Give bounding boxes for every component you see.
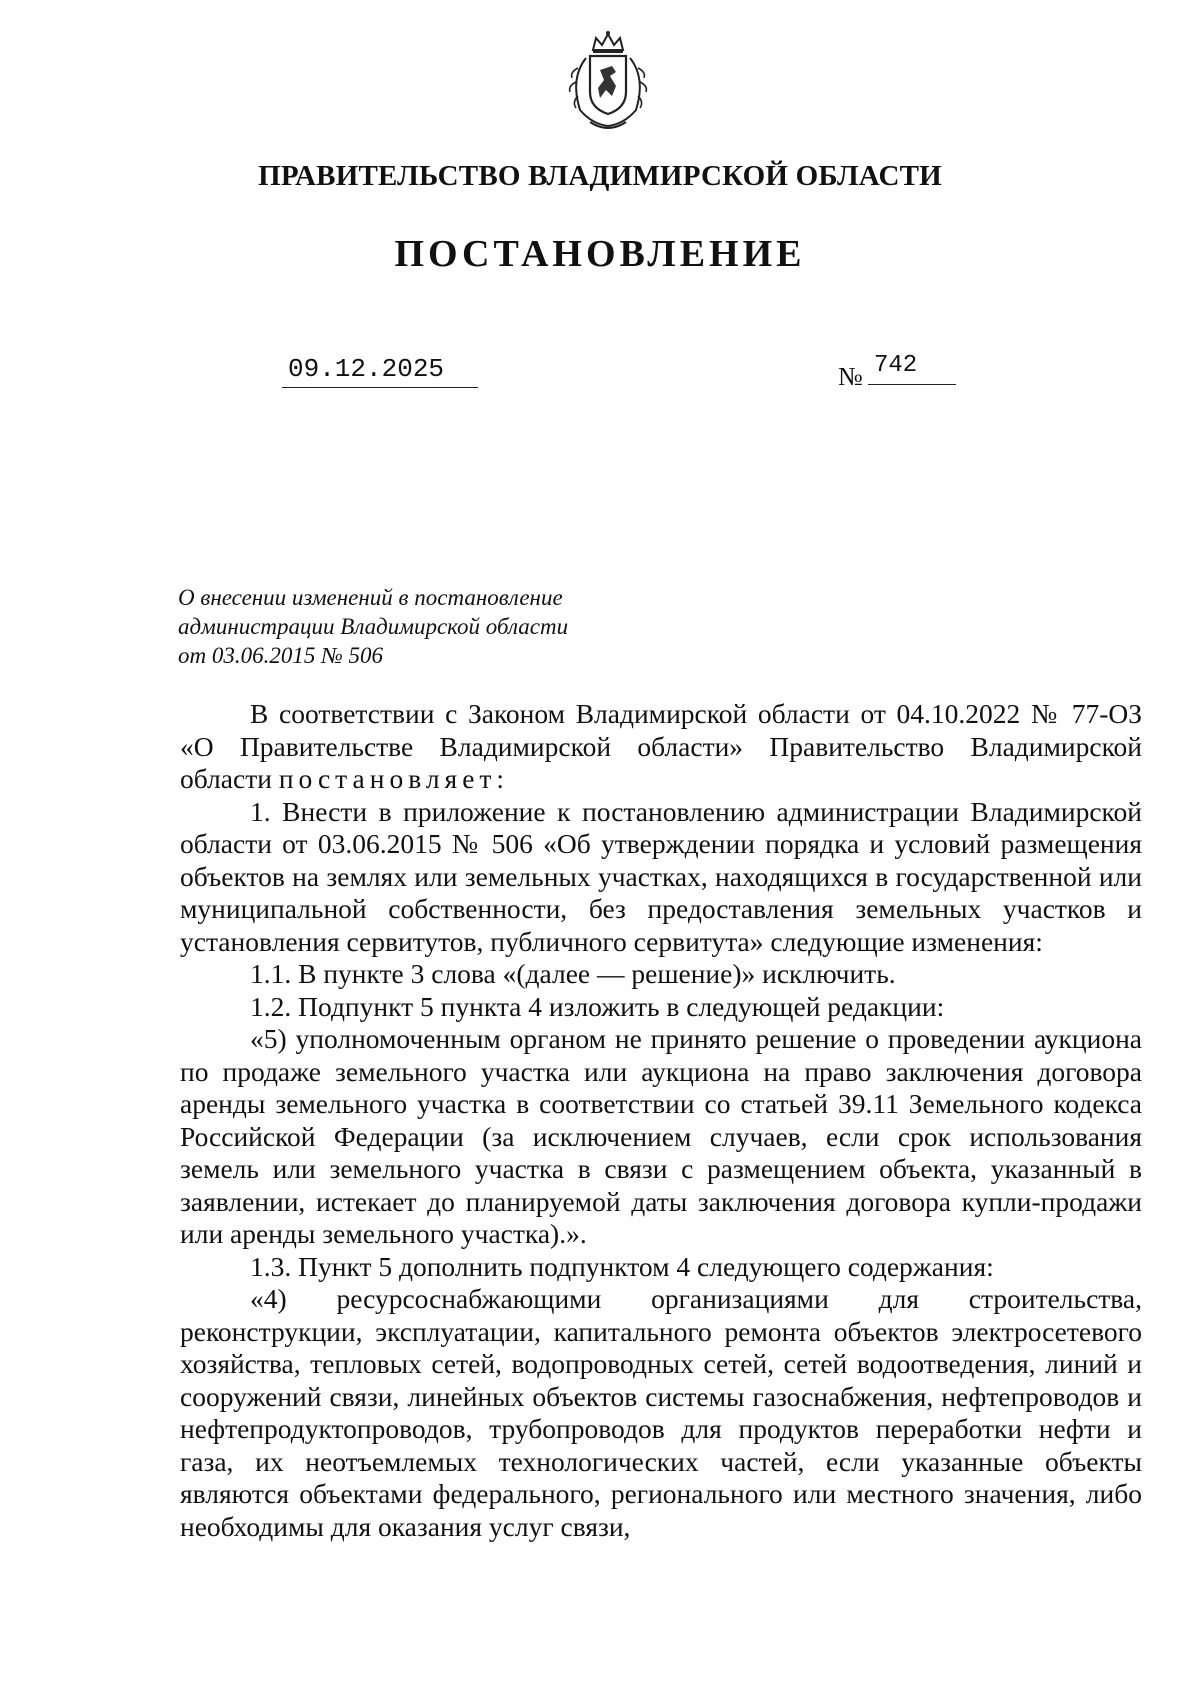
intro-paragraph — [180, 698, 1142, 796]
document-subject — [178, 583, 618, 670]
organization-title: ПРАВИТЕЛЬСТВО ВЛАДИМИРСКОЙ ОБЛАСТИ — [258, 160, 942, 192]
item-1-3: 1.3. Пункт 5 дополнить подпунктом 4 следующего содержания: — [250, 1250, 994, 1282]
item-1: 1. Внести в приложение к постановлению администрации Владимирской области от 03.06.2015 № 506 «Об утверждении порядка и условий размещения объектов на землях или земельных участках, находящихся в государственной или муниципальной собственности, без предоставления земельных участков и установления сервитутов, публичного сервитута» следующие изменения: — [180, 795, 1142, 957]
document-type-title: ПОСТАНОВЛЕНИЕ — [394, 233, 806, 275]
document-body — [180, 698, 1142, 1543]
coat-of-arms-icon — [560, 30, 656, 134]
subject-line: администрации Владимирской области — [178, 614, 569, 639]
intro-decree-word: постановляет — [278, 763, 497, 794]
quote-subitem-5: «5) уполномоченным органом не принято решение о проведении аукциона по продаже земельного участка или аукциона на право заключения договора аренды земельного участка в соответствии со статьей 39.11 Земельного кодекса Российской Федерации (за исключением случаев, если срок использования земель или земельного участка в связи с размещением объекта, указанный в заявлении, истекает до планируемой даты заключения договора купли-продажи или аренды земельного участка).». — [180, 1023, 1142, 1249]
subject-line: О внесении изменений в постановление — [178, 585, 563, 610]
document-number: 742 — [868, 352, 956, 385]
intro-text: В соответствии с Законом Владимирской области от 04.10.2022 № 77-ОЗ «О Правительстве Владимирской области» Правительство Владимирской области — [180, 698, 1142, 794]
intro-colon: : — [496, 763, 505, 794]
item-1-1: 1.1. В пункте 3 слова «(далее — решение)» исключить. — [250, 958, 896, 989]
document-date: 09.12.2025 — [282, 354, 478, 388]
subject-line: от 03.06.2015 № 506 — [178, 643, 384, 668]
quote-subitem-4: «4) ресурсоснабжающими организациями для строительства, реконструкции, эксплуатации, капитального ремонта объектов электросетевого хозяйства, тепловых сетей, водопроводных сетей, сетей водоотведения, линий и сооружений связи, линейных объектов системы газоснабжения, нефтепроводов и нефтепродуктопроводов, трубопроводов для продуктов переработки нефти и газа, их неотъемлемых технологических частей, если указанные объекты являются объектами федерального, регионального или местного значения, либо необходимы для оказания услуг связи, — [180, 1283, 1142, 1542]
number-label: № — [838, 362, 863, 391]
item-1-2: 1.2. Подпункт 5 пункта 4 изложить в следующей редакции: — [250, 990, 945, 1022]
